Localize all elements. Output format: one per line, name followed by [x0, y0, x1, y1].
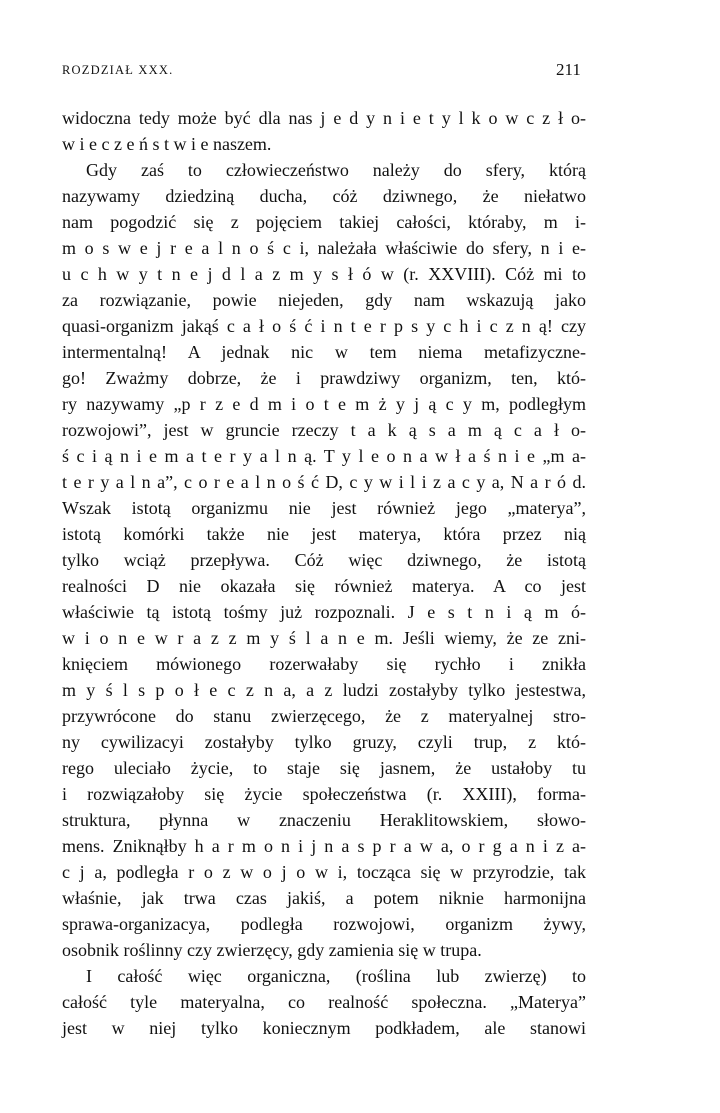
text-line: nam pogodzić się z pojęciem takiej całości, któraby, m i- [62, 212, 586, 232]
text-line: ry nazywamy „p r z e d m i o t e m ż y j ą c y m, podległym [62, 394, 586, 414]
text-line: rozwojowi”, jest w gruncie rzeczy t a k ą s a m ą c a ł o- [62, 420, 586, 440]
running-head: ROZDZIAŁ XXX. [62, 63, 174, 77]
text-line: m o s w e j r e a l n o ś c i, należała właściwie do sfery, n i e- [62, 238, 586, 258]
text-line: knięciem mówionego rozerwałaby się rychło i znikła [62, 654, 586, 674]
text-line: właśnie, jak trwa czas jakiś, a potem niknie harmonijna [62, 888, 586, 908]
text-line: osobnik roślinny czy zwierzęcy, gdy zamienia się w trupa. [62, 940, 482, 960]
text-line: właściwie tą istotą tośmy już rozpoznali. J e s t n i ą m ó- [62, 602, 586, 622]
text-line: istotą komórki także nie jest materya, która przez nią [62, 524, 586, 544]
text-line: ś c i ą n i e m a t e r y a l n ą. T y l e o n a w ł a ś n i e „m a- [62, 446, 586, 466]
text-line: rego uleciało życie, to staje się jasnem, że ustałoby tu [62, 758, 586, 778]
text-line: przywrócone do stanu zwierzęcego, że z materyalnej stro- [62, 706, 586, 726]
text-line: I całość więc organiczna, (roślina lub zwierzę) to [86, 966, 586, 986]
text-line: widoczna tedy może być dla nas j e d y n i e t y l k o w c z ł o- [62, 108, 586, 128]
text-line: quasi-organizm jakąś c a ł o ś ć i n t e r p s y c h i c z n ą! czy [62, 316, 586, 336]
text-line: struktura, płynna w znaczeniu Heraklitowskiem, słowo- [62, 810, 586, 830]
text-line: w i e c z e ń s t w i e naszem. [62, 134, 272, 154]
text-line: w i o n e w r a z z m y ś l a n e m. Jeśli wiemy, że ze zni- [62, 628, 586, 648]
text-line: m y ś l s p o ł e c z n a, a z ludzi zostałyby tylko jestestwa, [62, 680, 586, 700]
text-line: intermentalną! A jednak nic w tem niema metafizyczne- [62, 342, 586, 362]
text-line: realności D nie okazała się również materya. A co jest [62, 576, 586, 596]
page-number: 211 [556, 60, 581, 79]
text-line: t e r y a l n a”, c o r e a l n o ś ć D, c y w i l i z a c y a, N a r ó d. [62, 472, 586, 492]
text-line: u c h w y t n e j d l a z m y s ł ó w (r. XXVIII). Cóż mi to [62, 264, 586, 284]
text-line: mens. Zniknąłby h a r m o n i j n a s p r a w a, o r g a n i z a- [62, 836, 586, 856]
text-line: za rozwiązanie, powie niejeden, gdy nam wskazują jako [62, 290, 586, 310]
text-line: jest w niej tylko koniecznym podkładem, ale stanowi [62, 1018, 586, 1038]
text-line: ny cywilizacyi zostałyby tylko gruzy, czyli trup, z któ- [62, 732, 586, 752]
text-line: i rozwiązałoby się życie społeczeństwa (r. XXIII), forma- [62, 784, 586, 804]
text-line: go! Zważmy dobrze, że i prawdziwy organizm, ten, któ- [62, 368, 586, 388]
text-line: Gdy zaś to człowieczeństwo należy do sfery, którą [86, 160, 586, 180]
text-line: c j a, podległa r o z w o j o w i, tocząca się w przyrodzie, tak [62, 862, 586, 882]
text-line: tylko wciąż przepływa. Cóż więc dziwnego, że istotą [62, 550, 586, 570]
text-line: nazywamy dziedziną ducha, cóż dziwnego, że niełatwo [62, 186, 586, 206]
text-line: Wszak istotą organizmu nie jest również jego „materya”, [62, 498, 586, 518]
text-line: całość tyle materyalna, co realność społeczna. „Materya” [62, 992, 586, 1012]
text-line: sprawa-organizacya, podległa rozwojowi, organizm żywy, [62, 914, 586, 934]
